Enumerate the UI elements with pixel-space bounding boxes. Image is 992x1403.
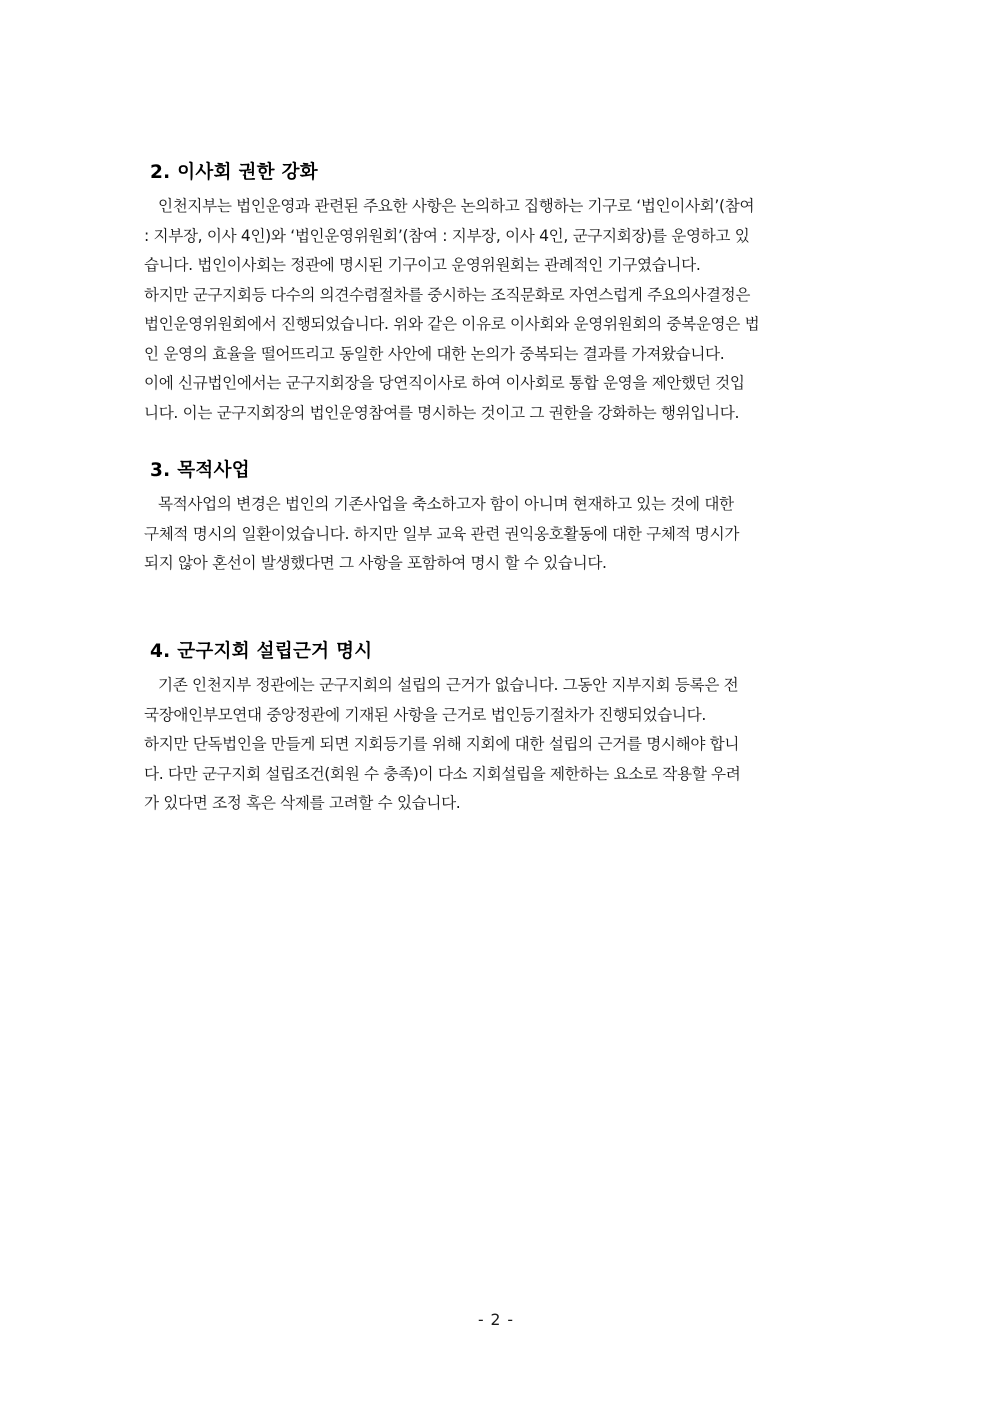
text-line: 기존 인천지부 정관에는 군구지회의 설립의 근거가 없습니다. 그동안 지부지회 등록은 전 (158, 676, 739, 694)
text-line: 되지 않아 혼선이 발생했다면 그 사항을 포함하여 명시 할 수 있습니다. (144, 554, 607, 572)
page-number: - 2 - (477, 1311, 515, 1329)
text-line: 구체적 명시의 일환이었습니다. 하지만 일부 교육 관련 권익옹호활동에 대한 구체적 명시가 (144, 524, 740, 543)
section-heading: 3. 목적사업 (150, 460, 250, 481)
paragraph (144, 192, 852, 281)
text-line: 인천지부는 법인운영과 관련된 주요한 사항은 논의하고 집행하는 기구로 ‘법인이사회’(참여 (158, 197, 755, 215)
text-line: 법인운영위원회에서 진행되었습니다. 위와 같은 이유로 이사회와 운영위원회의 중복운영은 법 (144, 315, 760, 333)
paragraph (144, 490, 852, 579)
paragraph (144, 281, 852, 429)
section-branch-basis (144, 639, 852, 819)
text-line: 인 운영의 효율을 떨어뜨리고 동일한 사안에 대한 논의가 중복되는 결과를 가져왔습니다. (144, 344, 725, 363)
text-line: 하지만 군구지회등 다수의 의견수렴절차를 중시하는 조직문화로 자연스럽게 주요의사결정은 (144, 285, 751, 304)
paragraph (144, 730, 852, 819)
text-line: 목적사업의 변경은 법인의 기존사업을 축소하고자 함이 아니며 현재하고 있는 것에 대한 (158, 495, 734, 513)
text-line: 가 있다면 조정 혹은 삭제를 고려할 수 있습니다. (144, 794, 461, 812)
section-heading: 2. 이사회 권한 강화 (150, 162, 318, 183)
text-line: 습니다. 법인이사회는 정관에 명시된 기구이고 운영위원회는 관례적인 기구였습니다. (144, 256, 701, 274)
section-purpose-business (144, 458, 852, 579)
paragraph (144, 671, 852, 730)
section-heading: 4. 군구지회 설립근거 명시 (150, 641, 373, 662)
section-board-authority (144, 160, 852, 428)
text-line: 국장애인부모연대 중앙정관에 기재된 사항을 근거로 법인등기절차가 진행되었습니다. (144, 705, 706, 724)
text-line: 이에 신규법인에서는 군구지회장을 당연직이사로 하여 이사회로 통합 운영을 제안했던 것입 (144, 374, 745, 392)
text-line: 다. 다만 군구지회 설립조건(회원 수 충족)이 다소 지회설립을 제한하는 요소로 작용할 우려 (144, 764, 741, 783)
text-line: 니다. 이는 군구지회장의 법인운영참여를 명시하는 것이고 그 권한을 강화하는 행위입니다. (144, 403, 740, 422)
text-line: 하지만 단독법인을 만들게 되면 지회등기를 위해 지회에 대한 설립의 근거를 명시해야 합니 (144, 735, 740, 753)
text-line: : 지부장, 이사 4인)와 ‘법인운영위원회’(참여 : 지부장, 이사 4인, 군구지회장)를 운영하고 있 (144, 226, 750, 245)
